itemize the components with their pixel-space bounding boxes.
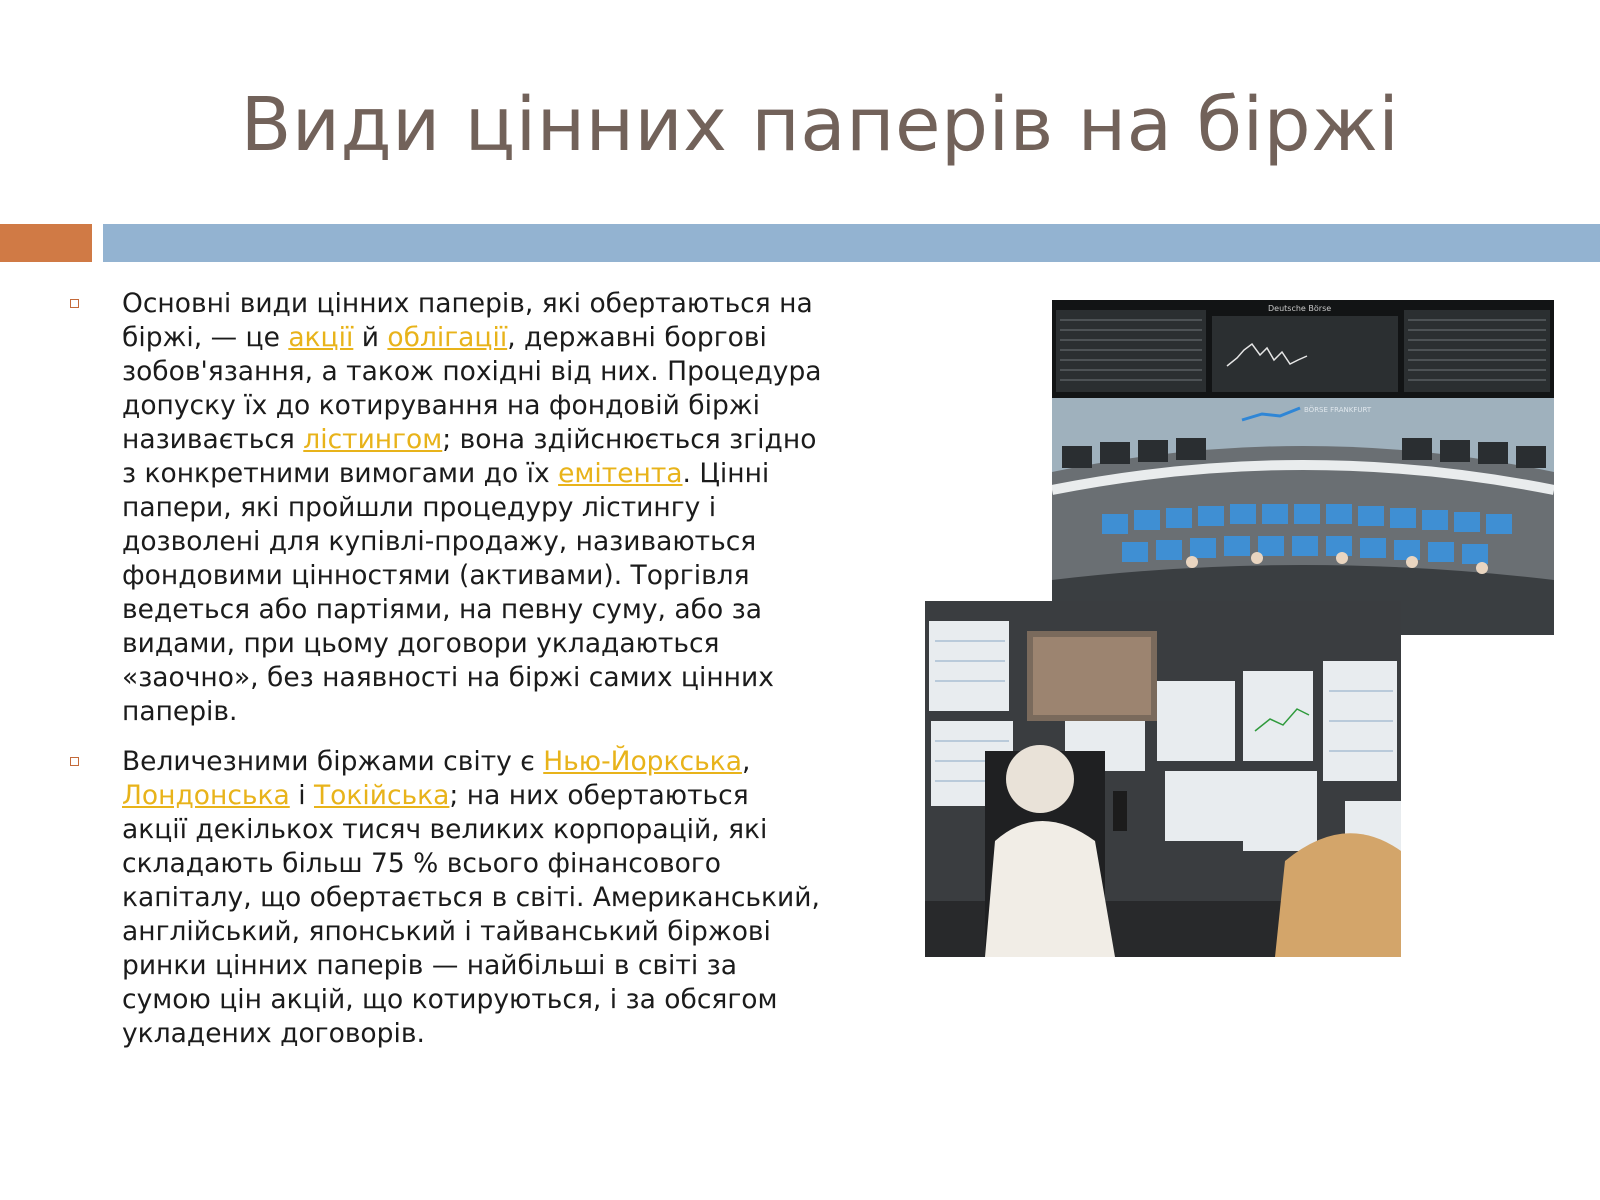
bullet-text: Величезними біржами світу є (122, 746, 544, 777)
stock-exchange-hall-photo (1052, 300, 1554, 635)
bullet-text: ; на них обертаються акції декількох тисяч великих корпорацій, які складають більш 75 % всього фінансового капіталу, що обертається в світі. Американський, англійський, японський і тайванський біржові ринки цінних паперів — найбільші в світі за сумою цін акцій, що котируються, і за обсягом укладених договорів. (122, 780, 820, 1049)
bullet-text: ; вона здійснюється згідно з конкретними вимогами до їх (122, 424, 817, 489)
link-issuer[interactable]: емітента (558, 458, 683, 489)
bullet-text: . Цінні папери, які пройшли процедуру лістингу і дозволені для купівлі-продажу, називаються фондовими цінностями (активами). Торгівля ведеться або партіями, на певну суму, або за видами, при цьому договори укладаються «заочно», без наявності на біржі самих цінних паперів. (122, 458, 774, 727)
wall-label-text: BÖRSE FRANKFURT (1304, 406, 1372, 414)
square-bullet-icon (70, 757, 79, 766)
link-london[interactable]: Лондонська (122, 780, 290, 811)
link-new-york[interactable]: Нью-Йоркська (543, 746, 742, 777)
bullet-text: Основні види цінних паперів, які обертаються на біржі, — це (122, 288, 813, 353)
slide-content (62, 287, 822, 1067)
accent-bar (103, 224, 1600, 262)
bullet-item (62, 745, 822, 1051)
link-listing[interactable]: лістингом (303, 424, 443, 455)
bullet-text: й (353, 322, 388, 353)
bullet-item (62, 287, 822, 729)
link-bonds[interactable]: облігації (387, 322, 508, 353)
bullet-text: , державні боргові зобов'язання, а також похідні від них. Процедура допуску їх до котирування на фондовій біржі називається (122, 322, 822, 455)
accent-block (0, 224, 92, 262)
square-bullet-icon (70, 299, 79, 308)
bullet-text: , (741, 746, 751, 777)
link-tokyo[interactable]: Токійська (313, 780, 450, 811)
traders-at-monitors-photo (925, 601, 1401, 957)
slide-title: Види цінних паперів на біржі (240, 82, 1400, 168)
bullet-text: і (289, 780, 314, 811)
link-shares[interactable]: акції (288, 322, 354, 353)
board-header-text: Deutsche Börse (1268, 304, 1332, 313)
